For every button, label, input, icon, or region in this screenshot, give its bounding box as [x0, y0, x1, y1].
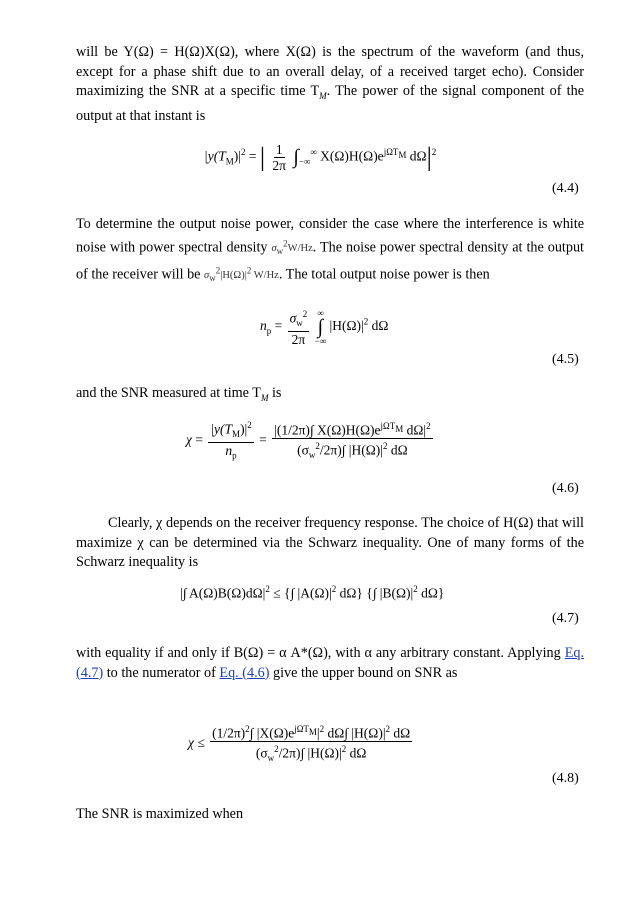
eq44-rhs-sq: 2	[431, 147, 437, 158]
eq46-den1-sub: p	[232, 450, 237, 461]
eq46-num1-sq: 2	[247, 420, 252, 430]
eq44-exp: jΩT	[383, 147, 399, 158]
eq46-den1: n	[225, 443, 233, 459]
paragraph-applying	[76, 644, 584, 683]
noise-psd-sigma: σ	[271, 243, 277, 255]
eq-4-6-link[interactable]: Eq. (4.6)	[219, 664, 270, 681]
eq46-den2-end: /2π)∫ |H(Ω)|	[319, 442, 383, 458]
paragraph-noise: To determine the output noise power, consider the case where the interference is white noise with power spectral density $\sigma_w^2W/Hz$. The noise power spectral density at the output of the receiver will be $\sigma_w^2|H(\Omega)|^2$ W/Hz. The total output noise power is then	[76, 216, 584, 284]
output-psd-h: |H(Ω)|	[220, 270, 247, 282]
eq44-lhs: |y(T	[204, 148, 226, 164]
equation-number-4-8: (4.8)	[552, 771, 579, 786]
eq48-den-b: /2π)∫ |H(Ω)|	[278, 745, 342, 760]
eq48-den-sq: 2	[341, 743, 347, 754]
eq48-num: (1/2π)	[212, 725, 246, 741]
intro-subscript: M	[319, 91, 327, 102]
eq44-frac-den: 2π	[272, 158, 286, 173]
eq44-frac-num: 1	[275, 142, 283, 157]
eq45-sq: 2	[363, 316, 369, 327]
noise-psd-unit: W/Hz	[287, 243, 313, 255]
eq46-num2-end: dΩ|	[403, 422, 427, 438]
eq46-num1-sub: M	[232, 429, 241, 440]
applying-text-b: to the numerator of	[106, 664, 216, 681]
eq47-lhs: |∫ A(Ω)B(Ω)dΩ|	[180, 585, 266, 601]
paragraph-schwarz: Clearly, χ depends on the receiver frequency response. The choice of H(Ω) that will maximize χ can be determined via the Schwarz inequality. One of many forms of the Schwarz inequality is	[76, 515, 584, 571]
eq45-lhs-sub: p	[266, 325, 272, 336]
eq48-num-d-sq: 2	[385, 724, 391, 734]
output-psd-sigma: σ	[204, 270, 210, 282]
eq46-num2-sq: 2	[426, 421, 431, 432]
eq47-r1-end: dΩ}	[336, 585, 363, 601]
equation-4-6: χ = $\frac{|y(T_M)|^2}{n_p}$ = $\frac{|(1/2\pi)\int X(\Omega)H(\Omega)e^{j\Omega T_M} d\Omega|^2}{(\sigma_w^2/2\pi)\int |H(\Omega)|^2 d\Omega}$	[186, 418, 435, 464]
snr-subscript: M	[260, 392, 269, 403]
eq45-dOmega: dΩ	[371, 318, 389, 334]
eq47-le: ≤	[273, 585, 281, 601]
noise-text-b: . The noise power spectral density at the output of the receiver will be	[76, 239, 584, 283]
applying-text-a: with equality if and only if B(Ω) = α A*(Ω), with α any arbitrary constant. Applying	[76, 645, 561, 661]
equation-number-4-7: (4.7)	[552, 611, 579, 626]
eq48-num-e: dΩ	[390, 725, 411, 741]
eq48-num-sq: 2	[245, 724, 250, 734]
eq44-lhs-end: )|	[233, 148, 241, 164]
eq48-num-c: |	[316, 725, 320, 741]
eq47-r2: {∫ |B(Ω)|	[366, 585, 414, 601]
eq46-num2-exp: jΩT	[380, 421, 396, 432]
equation-4-5: $n_p$ = $\frac{\sigma_w^2}{2\pi}$ ∞ ∫ −∞ $|H(\Omega)|^2$ dΩ	[260, 308, 389, 348]
eq44-lhs-sq: 2	[240, 147, 246, 158]
eq48-num-exp: jΩT	[294, 724, 309, 734]
snr-text: and the SNR measured at time T	[76, 385, 261, 401]
equation-4-7	[180, 584, 444, 602]
eq45-fraction	[288, 307, 310, 347]
output-psd-unit: W/Hz	[253, 270, 279, 282]
equation-number-4-6: (4.6)	[552, 481, 579, 496]
intro-text: will be Y(Ω) = H(Ω)X(Ω), where X(Ω) is the spectrum of the waveform (and thus, except for a phase shift due to an overall delay, of a received target echo). Consider maximizing the SNR at a specific time T	[76, 44, 584, 100]
eq45-lower: −∞	[314, 336, 327, 347]
paragraph-maximized: The SNR is maximized when	[76, 806, 244, 822]
eq46-num2: |(1/2π)∫ X(Ω)H(Ω)e	[274, 422, 381, 438]
eq46-den2-sq: 2	[382, 440, 388, 451]
eq44-fraction	[270, 142, 288, 173]
eq48-den: (σ	[255, 745, 268, 760]
eq44-dOmega: dΩ	[409, 148, 427, 164]
eq45-sigma-sup: 2	[302, 309, 308, 319]
intro-text-end: . The power of the signal component of the output at that instant is	[76, 83, 584, 124]
eq44-lhs-sub: M	[225, 156, 234, 167]
eq45-lhs: n	[260, 318, 267, 334]
eq48-den-c: dΩ	[346, 745, 367, 760]
paragraph-intro	[76, 43, 584, 126]
eq45-sigma: σ	[289, 310, 297, 326]
eq45-body: |H(Ω)|	[329, 318, 364, 334]
eq47-r1: {∫ |A(Ω)|	[284, 585, 332, 601]
applying-text-c: give the upper bound on SNR as	[273, 664, 458, 681]
equation-number-4-5: (4.5)	[552, 352, 579, 367]
eq46-num2-sub: M	[395, 423, 404, 434]
eq45-sigma-sub: w	[296, 318, 303, 329]
eq44-exp-sub: M	[398, 149, 407, 160]
eq48-num-c-sq: 2	[319, 724, 325, 734]
equation-4-8	[188, 722, 414, 766]
eq46-num1-end: )|	[240, 421, 248, 437]
equation-number-4-4: (4.4)	[552, 181, 579, 196]
eq45-upper: ∞	[317, 308, 324, 319]
eq48-num-d: dΩ∫ |H(Ω)|	[324, 725, 386, 741]
noise-text-a: To determine the output noise power, consider the case where the interference is white noise with power spectral density	[76, 216, 584, 256]
eq48-num-sub: M	[308, 726, 317, 737]
eq46-den2-tail: dΩ	[387, 442, 408, 458]
eq46-fraction-1	[208, 418, 253, 464]
eq46-den2: (σ	[297, 442, 309, 458]
eq47-r2-sq: 2	[413, 584, 418, 594]
eq44-body: X(Ω)H(Ω)e	[320, 148, 384, 164]
eq46-num1: |y(T	[210, 421, 233, 437]
eq46-chi: χ	[186, 432, 192, 448]
snr-text-end: is	[268, 385, 282, 401]
eq48-num-b: ∫ |X(Ω)e	[249, 725, 295, 741]
eq48-chi: χ ≤	[188, 734, 205, 750]
eq48-fraction: $\frac{(1/2\pi)^2\int |X(\Omega)e^{j\Omega T_M}|^2 d\Omega\int |H(\Omega)|^2 d\Omega}{(\sigma_w^2/2\pi)\int |H(\Omega)|^2 d\Omega}$	[212, 724, 411, 763]
eq-4-7-link[interactable]: Eq. (4.7)	[76, 645, 585, 681]
eq45-den: 2π	[291, 332, 306, 348]
eq46-fraction-2: $\frac{|(1/2\pi)\int X(\Omega)H(\Omega)e^{j\Omega T_M} d\Omega|^2}{(\sigma_w^2/2\pi)\int |H(\Omega)|^2 d\Omega}$	[274, 421, 431, 460]
noise-text-c: . The total output noise power is then	[278, 266, 490, 283]
eq47-r1-sq: 2	[331, 584, 337, 594]
eq47-lhs-sq: 2	[265, 584, 270, 594]
equation-4-4: $|y(T_M)|^2$ = | $\frac{1}{2\pi}$ $\int_{-\infty}^\infty$ $X(\Omega)H(\Omega)e^{j\Omega T_M}$ $d\Omega|^2$	[204, 142, 437, 173]
eq47-r2-end: dΩ}	[417, 585, 445, 601]
paragraph-snr	[76, 384, 584, 408]
